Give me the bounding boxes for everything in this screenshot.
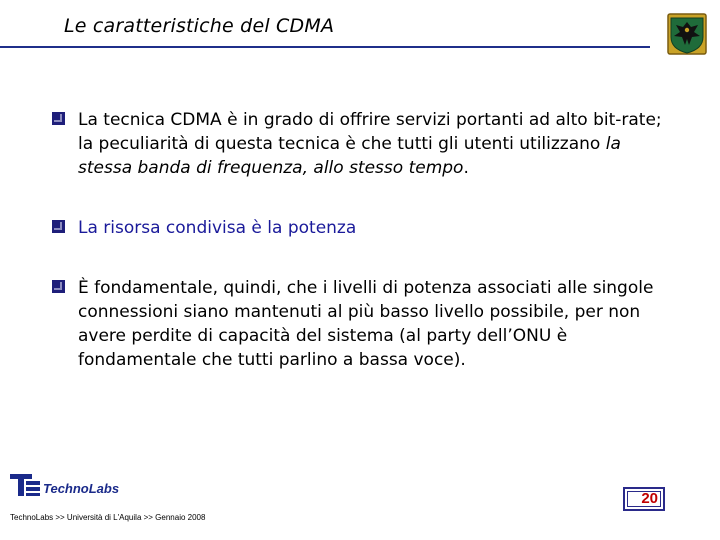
footer-breadcrumb: TechnoLabs >> Università di L'Aquila >> Gennaio 2008 [10,513,206,522]
bullet-text: È fondamentale, quindi, che i livelli di potenza associati alle singole connessioni siano mantenuti al più basso livello possibile, per non avere perdite di capacità del sistema (al party dell’ONU è fondamentale che tutti parlino a bassa voce). [78,278,654,370]
checkbox-bullet-icon [52,220,65,233]
title-divider [0,46,650,48]
bullet-text-part: La tecnica CDMA è in grado di offrire servizi portanti ad alto bit-rate; la peculiarità di questa tecnica è che tutti gli utenti utilizzano [78,110,662,154]
bullet-cdma-technique [52,108,672,180]
checkbox-bullet-icon [52,280,65,293]
technolabs-logo [10,472,120,498]
page-number: 20 [623,487,665,511]
bullet-text: La risorsa condivisa è la potenza [78,218,357,238]
bullet-shared-resource [52,216,672,240]
bullet-text-italic: la stessa banda di frequenza, allo stesso tempo [78,134,621,178]
university-crest-icon [667,13,707,55]
bullet-text [78,108,672,180]
bullet-power-levels [52,276,672,372]
logo-wordmark: TechnoLabs [43,481,120,496]
slide-title: Le caratteristiche del CDMA [64,15,335,37]
bullet-text-part: . [463,158,469,178]
bullet-list [52,108,672,408]
checkbox-bullet-icon [52,112,65,125]
